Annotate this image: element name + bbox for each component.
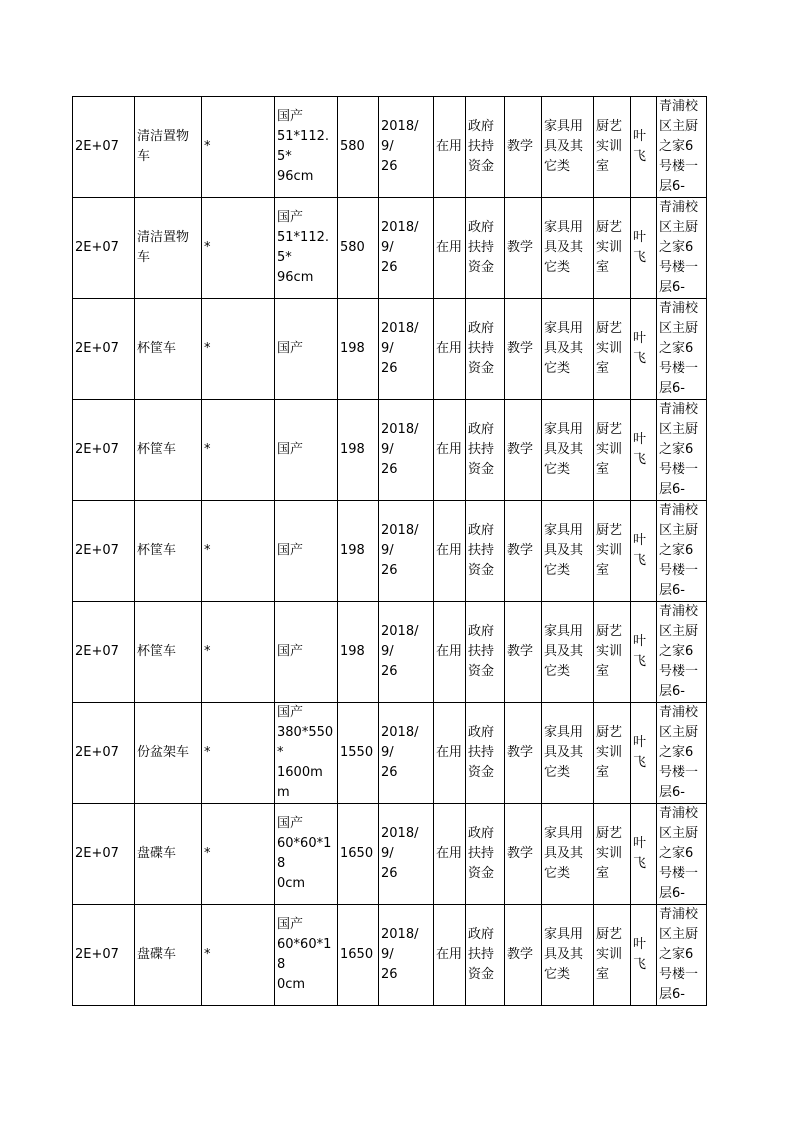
asset-name-cell: 盘碟车 [135,905,202,1006]
fund-source-cell: 政府 扶持 资金 [466,400,505,501]
asset-name-cell: 清洁置物 车 [135,97,202,198]
usage-cell: 教学 [505,602,542,703]
location-cell: 青浦校 区主厨 之家6 号楼一 层6- [657,703,707,804]
department-cell: 厨艺 实训 室 [594,703,631,804]
asset-code-cell: 2E+07 [73,400,135,501]
category-cell: 家具用 具及其 它类 [542,501,594,602]
asset-name-cell: 杯筐车 [135,400,202,501]
keeper-cell: 叶 飞 [631,703,657,804]
asset-code-cell: 2E+07 [73,703,135,804]
purchase-date-cell: 2018/9/ 26 [379,602,434,703]
table-body [73,97,707,1006]
mark-cell: * [202,602,275,703]
purchase-date-cell: 2018/9/ 26 [379,804,434,905]
keeper-cell: 叶 飞 [631,400,657,501]
usage-cell: 教学 [505,198,542,299]
price-cell: 198 [338,400,379,501]
keeper-cell: 叶 飞 [631,602,657,703]
keeper-cell: 叶 飞 [631,905,657,1006]
asset-table [72,96,707,1006]
table-row [73,97,707,198]
location-cell: 青浦校 区主厨 之家6 号楼一 层6- [657,97,707,198]
purchase-date-cell: 2018/9/ 26 [379,97,434,198]
keeper-cell: 叶 飞 [631,804,657,905]
asset-name-cell: 杯筐车 [135,602,202,703]
keeper-cell: 叶 飞 [631,501,657,602]
asset-code-cell: 2E+07 [73,299,135,400]
table-row [73,804,707,905]
fund-source-cell: 政府 扶持 资金 [466,703,505,804]
status-cell: 在用 [434,905,466,1006]
usage-cell: 教学 [505,97,542,198]
purchase-date-cell: 2018/9/ 26 [379,400,434,501]
spec-cell: 国产 380*550* 1600mm [275,703,338,804]
location-cell: 青浦校 区主厨 之家6 号楼一 层6- [657,501,707,602]
status-cell: 在用 [434,97,466,198]
spec-cell: 国产 [275,501,338,602]
asset-code-cell: 2E+07 [73,905,135,1006]
keeper-cell: 叶 飞 [631,97,657,198]
usage-cell: 教学 [505,804,542,905]
keeper-cell: 叶 飞 [631,299,657,400]
department-cell: 厨艺 实训 室 [594,501,631,602]
status-cell: 在用 [434,198,466,299]
mark-cell: * [202,501,275,602]
mark-cell: * [202,703,275,804]
usage-cell: 教学 [505,400,542,501]
status-cell: 在用 [434,602,466,703]
status-cell: 在用 [434,501,466,602]
status-cell: 在用 [434,299,466,400]
location-cell: 青浦校 区主厨 之家6 号楼一 层6- [657,804,707,905]
spec-cell: 国产 [275,299,338,400]
category-cell: 家具用 具及其 它类 [542,905,594,1006]
table-row [73,602,707,703]
usage-cell: 教学 [505,501,542,602]
purchase-date-cell: 2018/9/ 26 [379,299,434,400]
fund-source-cell: 政府 扶持 资金 [466,198,505,299]
asset-code-cell: 2E+07 [73,198,135,299]
department-cell: 厨艺 实训 室 [594,905,631,1006]
category-cell: 家具用 具及其 它类 [542,804,594,905]
price-cell: 1550 [338,703,379,804]
asset-code-cell: 2E+07 [73,804,135,905]
category-cell: 家具用 具及其 它类 [542,198,594,299]
table-row [73,501,707,602]
location-cell: 青浦校 区主厨 之家6 号楼一 层6- [657,299,707,400]
purchase-date-cell: 2018/9/ 26 [379,501,434,602]
keeper-cell: 叶 飞 [631,198,657,299]
mark-cell: * [202,905,275,1006]
price-cell: 580 [338,97,379,198]
spec-cell: 国产 51*112.5* 96cm [275,97,338,198]
fund-source-cell: 政府 扶持 资金 [466,299,505,400]
spec-cell: 国产 60*60*18 0cm [275,905,338,1006]
fund-source-cell: 政府 扶持 资金 [466,602,505,703]
asset-name-cell: 杯筐车 [135,501,202,602]
price-cell: 580 [338,198,379,299]
category-cell: 家具用 具及其 它类 [542,97,594,198]
spec-cell: 国产 60*60*18 0cm [275,804,338,905]
price-cell: 198 [338,501,379,602]
table-row [73,905,707,1006]
category-cell: 家具用 具及其 它类 [542,400,594,501]
purchase-date-cell: 2018/9/ 26 [379,198,434,299]
department-cell: 厨艺 实训 室 [594,602,631,703]
purchase-date-cell: 2018/9/ 26 [379,905,434,1006]
asset-name-cell: 盘碟车 [135,804,202,905]
mark-cell: * [202,97,275,198]
status-cell: 在用 [434,400,466,501]
fund-source-cell: 政府 扶持 资金 [466,804,505,905]
usage-cell: 教学 [505,299,542,400]
spec-cell: 国产 [275,602,338,703]
price-cell: 1650 [338,905,379,1006]
location-cell: 青浦校 区主厨 之家6 号楼一 层6- [657,905,707,1006]
purchase-date-cell: 2018/9/ 26 [379,703,434,804]
spec-cell: 国产 51*112.5* 96cm [275,198,338,299]
table-row [73,198,707,299]
department-cell: 厨艺 实训 室 [594,198,631,299]
department-cell: 厨艺 实训 室 [594,299,631,400]
location-cell: 青浦校 区主厨 之家6 号楼一 层6- [657,198,707,299]
mark-cell: * [202,299,275,400]
price-cell: 1650 [338,804,379,905]
asset-code-cell: 2E+07 [73,501,135,602]
spec-cell: 国产 [275,400,338,501]
usage-cell: 教学 [505,703,542,804]
asset-name-cell: 份盆架车 [135,703,202,804]
mark-cell: * [202,804,275,905]
price-cell: 198 [338,602,379,703]
usage-cell: 教学 [505,905,542,1006]
mark-cell: * [202,400,275,501]
status-cell: 在用 [434,804,466,905]
price-cell: 198 [338,299,379,400]
location-cell: 青浦校 区主厨 之家6 号楼一 层6- [657,400,707,501]
department-cell: 厨艺 实训 室 [594,400,631,501]
category-cell: 家具用 具及其 它类 [542,299,594,400]
asset-code-cell: 2E+07 [73,97,135,198]
asset-name-cell: 杯筐车 [135,299,202,400]
table-row [73,703,707,804]
category-cell: 家具用 具及其 它类 [542,602,594,703]
location-cell: 青浦校 区主厨 之家6 号楼一 层6- [657,602,707,703]
category-cell: 家具用 具及其 它类 [542,703,594,804]
fund-source-cell: 政府 扶持 资金 [466,501,505,602]
fund-source-cell: 政府 扶持 资金 [466,905,505,1006]
mark-cell: * [202,198,275,299]
department-cell: 厨艺 实训 室 [594,97,631,198]
department-cell: 厨艺 实训 室 [594,804,631,905]
fund-source-cell: 政府 扶持 资金 [466,97,505,198]
table-row [73,299,707,400]
table-row [73,400,707,501]
asset-code-cell: 2E+07 [73,602,135,703]
status-cell: 在用 [434,703,466,804]
asset-name-cell: 清洁置物 车 [135,198,202,299]
